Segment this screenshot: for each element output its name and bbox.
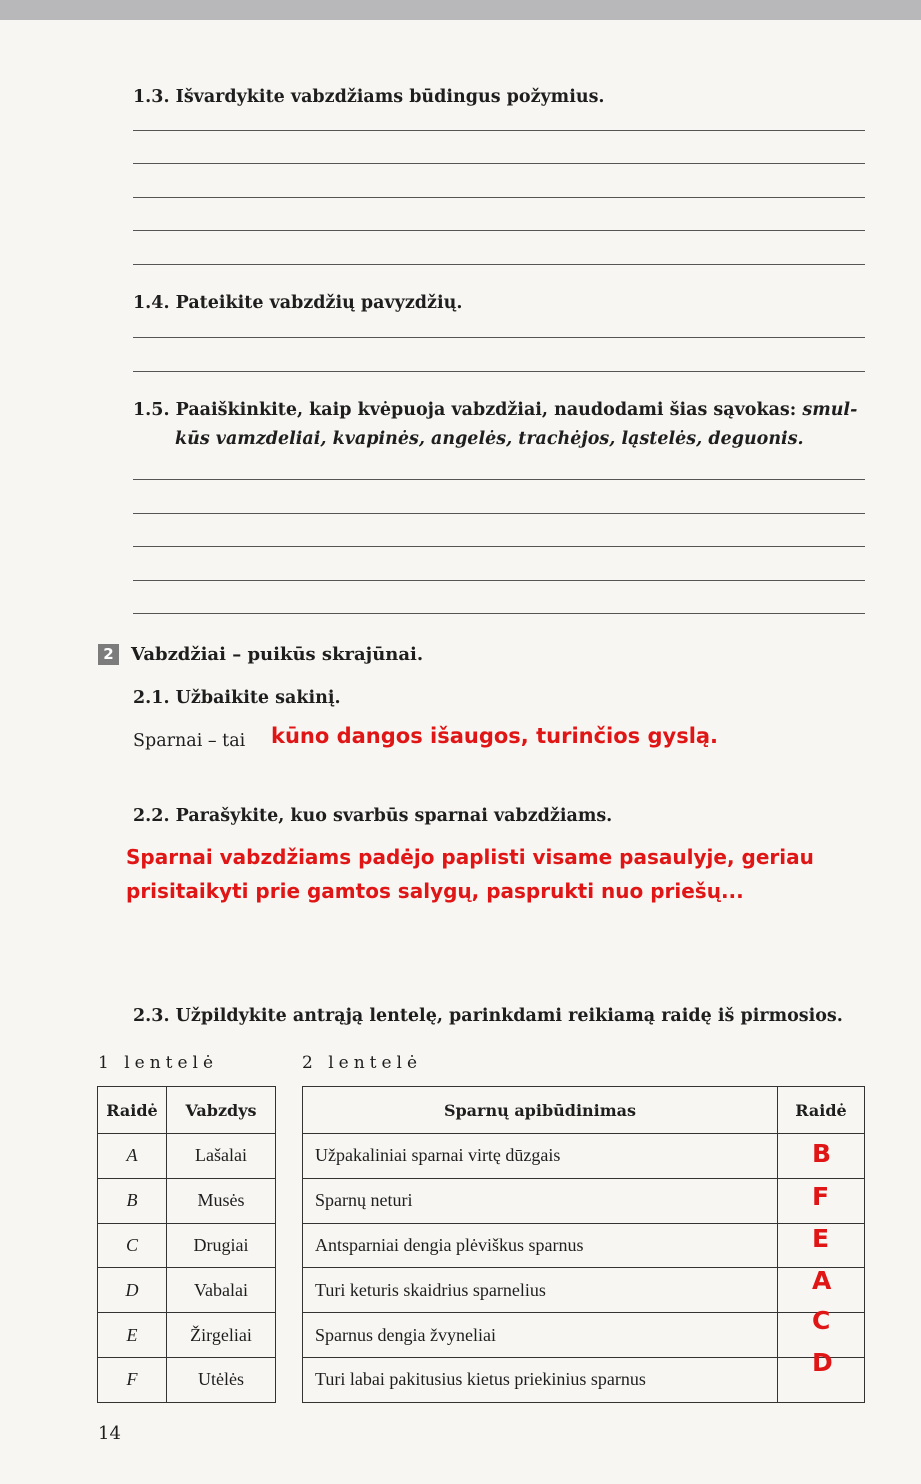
insect-cell: Vabalai bbox=[167, 1268, 276, 1313]
answer-line bbox=[133, 513, 865, 514]
question-2-2 bbox=[133, 806, 612, 826]
insect-cell: Drugiai bbox=[167, 1223, 276, 1268]
column-header: Sparnų apibūdinimas bbox=[303, 1087, 778, 1134]
answer-letter: F bbox=[812, 1182, 830, 1211]
question-text: Parašykite, kuo svarbūs sparnai vabzdžiams. bbox=[175, 806, 613, 826]
answer-line bbox=[133, 546, 865, 547]
answer-letter: E bbox=[812, 1224, 830, 1253]
table-row bbox=[303, 1223, 865, 1268]
table-row bbox=[303, 1357, 865, 1402]
answer-line bbox=[133, 580, 865, 581]
description-cell: Turi labai pakitusius kietus priekinius sparnus bbox=[303, 1357, 778, 1402]
answer-line bbox=[133, 197, 865, 198]
answer-line bbox=[133, 163, 865, 164]
letter-cell: B bbox=[98, 1178, 167, 1223]
answer-line bbox=[133, 337, 865, 338]
answer-letter: D bbox=[812, 1348, 833, 1377]
letter-cell: C bbox=[98, 1223, 167, 1268]
table-row bbox=[303, 1313, 865, 1358]
answer-letter: A bbox=[812, 1266, 832, 1295]
insect-cell: Lašalai bbox=[167, 1134, 276, 1179]
answer-letter: C bbox=[812, 1306, 831, 1335]
table-row bbox=[98, 1313, 276, 1358]
column-header: Raidė bbox=[778, 1087, 865, 1134]
section-number-badge: 2 bbox=[98, 644, 119, 665]
answer-line bbox=[133, 371, 865, 372]
question-text: Išvardykite vabzdžiams būdingus požymius. bbox=[175, 87, 605, 107]
question-text: Užpildykite antrąją lentelę, parinkdami reikiamą raidę iš pirmosios. bbox=[175, 1006, 843, 1026]
page-number: 14 bbox=[98, 1423, 121, 1444]
section-title: Vabzdžiai – puikūs skrajūnai. bbox=[131, 644, 424, 665]
question-text: Paaiškinkite, kaip kvėpuoja vabzdžiai, naudodami šias sąvokas: bbox=[175, 400, 797, 420]
table-2 bbox=[302, 1086, 865, 1403]
table-row bbox=[303, 1134, 865, 1179]
answer-line bbox=[133, 613, 865, 614]
question-number: 1.3. bbox=[133, 87, 170, 107]
table-row bbox=[98, 1134, 276, 1179]
description-cell: Užpakaliniai sparnai virtę dūzgais bbox=[303, 1134, 778, 1179]
table-row bbox=[303, 1268, 865, 1313]
answer-letter: B bbox=[812, 1139, 832, 1168]
answer-line bbox=[133, 130, 865, 131]
handwritten-answer: prisitaikyti prie gamtos salygų, pasprukti nuo priešų... bbox=[126, 879, 744, 903]
question-text: Užbaikite sakinį. bbox=[175, 688, 341, 708]
description-cell: Sparnų neturi bbox=[303, 1178, 778, 1223]
sentence-prompt: Sparnai – tai bbox=[133, 731, 246, 751]
answer-line bbox=[133, 264, 865, 265]
handwritten-answer: Sparnai vabzdžiams padėjo paplisti visame pasaulyje, geriau bbox=[126, 845, 814, 869]
description-cell: Turi keturis skaidrius sparnelius bbox=[303, 1268, 778, 1313]
table-row bbox=[98, 1268, 276, 1313]
letter-cell: A bbox=[98, 1134, 167, 1179]
question-terms: smul- bbox=[802, 400, 858, 420]
table-header-row bbox=[303, 1087, 865, 1134]
question-terms: kūs vamzdeliai, kvapinės, angelės, trachėjos, ląstelės, deguonis. bbox=[175, 429, 804, 449]
table2-caption: 2 lentelė bbox=[302, 1053, 423, 1073]
question-1-5 bbox=[133, 400, 857, 420]
question-2-3 bbox=[133, 1006, 843, 1026]
letter-cell: D bbox=[98, 1268, 167, 1313]
question-number: 1.4. bbox=[133, 293, 170, 313]
letter-cell: E bbox=[98, 1313, 167, 1358]
insect-cell: Musės bbox=[167, 1178, 276, 1223]
letter-cell: F bbox=[98, 1357, 167, 1402]
table-row bbox=[303, 1178, 865, 1223]
table-1 bbox=[97, 1086, 276, 1403]
answer-line bbox=[133, 479, 865, 480]
column-header: Vabzdys bbox=[167, 1087, 276, 1134]
table-header-row bbox=[98, 1087, 276, 1134]
table1-caption: 1 lentelė bbox=[98, 1053, 219, 1073]
question-number: 2.2. bbox=[133, 806, 170, 826]
question-1-4 bbox=[133, 293, 462, 313]
handwritten-answer: kūno dangos išaugos, turinčios gyslą. bbox=[271, 724, 719, 748]
question-text: Pateikite vabzdžių pavyzdžių. bbox=[175, 293, 463, 313]
question-number: 1.5. bbox=[133, 400, 170, 420]
insect-cell: Žirgeliai bbox=[167, 1313, 276, 1358]
question-number: 2.3. bbox=[133, 1006, 170, 1026]
question-1-3 bbox=[133, 87, 605, 107]
insect-cell: Utėlės bbox=[167, 1357, 276, 1402]
scan-top-edge bbox=[0, 0, 921, 20]
table-row bbox=[98, 1357, 276, 1402]
section-heading bbox=[98, 644, 423, 665]
answer-line bbox=[133, 230, 865, 231]
description-cell: Sparnus dengia žvyneliai bbox=[303, 1313, 778, 1358]
question-1-5-terms bbox=[175, 429, 804, 449]
question-2-1 bbox=[133, 688, 341, 708]
description-cell: Antsparniai dengia plėviškus sparnus bbox=[303, 1223, 778, 1268]
question-number: 2.1. bbox=[133, 688, 170, 708]
table-row bbox=[98, 1178, 276, 1223]
column-header: Raidė bbox=[98, 1087, 167, 1134]
table-row bbox=[98, 1223, 276, 1268]
